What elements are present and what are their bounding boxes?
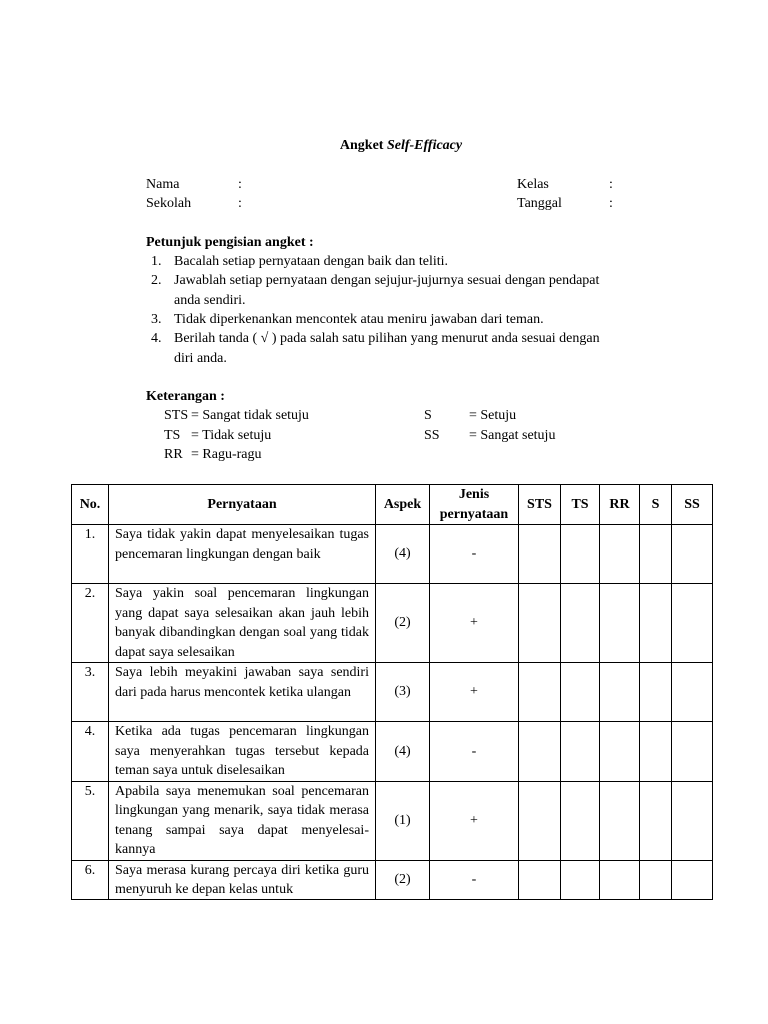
header-jenis <box>430 485 519 525</box>
instruction-text: Tidak diperkenankan mencontek atau meniru jawaban dari teman. <box>174 312 544 327</box>
answer-cell-s[interactable] <box>640 722 672 782</box>
sekolah-colon: : <box>238 196 242 211</box>
answer-cell-ts[interactable] <box>561 722 600 782</box>
row-aspek: (4) <box>376 525 430 584</box>
header-ss: SS <box>672 485 713 525</box>
header-pernyataan: Pernyataan <box>109 485 376 525</box>
answer-cell-sts[interactable] <box>519 584 561 663</box>
instruction-text: anda sendiri. <box>174 293 246 308</box>
answer-cell-s[interactable] <box>640 663 672 722</box>
sekolah-label: Sekolah <box>146 196 192 211</box>
row-statement: Saya tidak yakin dapat menyelesaikan tugas pencemaran lingkungan dengan baik <box>109 525 376 584</box>
table-row <box>72 663 713 722</box>
answer-cell-s[interactable] <box>640 781 672 860</box>
answer-cell-ts[interactable] <box>561 860 600 899</box>
header-rr: RR <box>600 485 640 525</box>
row-statement: Saya lebih meyakini jawaban saya sendiri dari pada harus mencontek ketika ulangan <box>109 663 376 722</box>
header-s: S <box>640 485 672 525</box>
answer-cell-ss[interactable] <box>672 525 713 584</box>
legend-code: S <box>424 408 432 423</box>
row-number: 3. <box>72 663 109 722</box>
legend-code: STS <box>164 408 189 423</box>
answer-cell-s[interactable] <box>640 860 672 899</box>
answer-cell-ts[interactable] <box>561 584 600 663</box>
header-sts: STS <box>519 485 561 525</box>
header-no: No. <box>72 485 109 525</box>
row-number: 1. <box>72 525 109 584</box>
legend-desc: = Ragu-ragu <box>191 447 262 462</box>
header-jenis-line2: pernyataan <box>439 506 509 522</box>
instruction-number: 3. <box>151 312 162 327</box>
header-jenis-line1: Jenis <box>458 487 490 502</box>
table-row <box>72 584 713 663</box>
row-number: 5. <box>72 781 109 860</box>
row-number: 2. <box>72 584 109 663</box>
answer-cell-sts[interactable] <box>519 525 561 584</box>
title-prefix: Angket <box>339 138 387 153</box>
row-aspek: (2) <box>376 584 430 663</box>
row-jenis: - <box>430 722 519 782</box>
kelas-label: Kelas <box>517 177 549 192</box>
kelas-colon: : <box>609 177 613 192</box>
table-row <box>72 722 713 782</box>
title-italic: Self-Efficacy <box>386 138 463 153</box>
instruction-number: 4. <box>151 331 162 346</box>
row-jenis: + <box>430 584 519 663</box>
answer-cell-sts[interactable] <box>519 860 561 899</box>
answer-cell-ss[interactable] <box>672 584 713 663</box>
answer-cell-ss[interactable] <box>672 663 713 722</box>
legend-heading: Keterangan : <box>146 389 225 404</box>
answer-cell-ts[interactable] <box>561 781 600 860</box>
legend-desc: = Setuju <box>469 408 517 423</box>
header-aspek: Aspek <box>376 485 430 525</box>
legend-desc: = Tidak setuju <box>191 428 272 443</box>
legend-code: RR <box>164 447 183 462</box>
legend-code: TS <box>164 428 181 443</box>
answer-cell-ss[interactable] <box>672 722 713 782</box>
row-statement: Saya yakin soal pencemaran lingkungan yang dapat saya selesaikan akan jauh lebih banyak dibandingkan dengan soal yang tidak dapat saya selesaikan <box>109 584 376 663</box>
row-number: 4. <box>72 722 109 782</box>
questionnaire-table <box>71 484 713 900</box>
answer-cell-sts[interactable] <box>519 663 561 722</box>
instruction-text: Berilah tanda ( √ ) pada salah satu pilihan yang menurut anda sesuai dengan <box>174 331 600 346</box>
answer-cell-rr[interactable] <box>600 584 640 663</box>
row-statement: Apabila saya menemukan soal pencemaran lingkungan yang menarik, saya tidak merasa tenang sampai saya dapat menyelesai-kannya <box>109 781 376 860</box>
legend-desc: = Sangat tidak setuju <box>191 408 309 423</box>
row-statement: Ketika ada tugas pencemaran lingkungan saya menyerahkan tugas tersebut kepada teman saya untuk diselesaikan <box>109 722 376 782</box>
row-jenis: - <box>430 525 519 584</box>
table-row <box>72 860 713 899</box>
answer-cell-sts[interactable] <box>519 722 561 782</box>
tanggal-colon: : <box>609 196 613 211</box>
answer-cell-rr[interactable] <box>600 525 640 584</box>
table-header-row <box>72 485 713 525</box>
row-aspek: (2) <box>376 860 430 899</box>
row-jenis: + <box>430 781 519 860</box>
instruction-text: Bacalah setiap pernyataan dengan baik dan teliti. <box>174 254 449 269</box>
legend-code: SS <box>424 428 440 443</box>
instruction-number: 1. <box>151 254 162 269</box>
answer-cell-s[interactable] <box>640 584 672 663</box>
answer-cell-ss[interactable] <box>672 860 713 899</box>
tanggal-label: Tanggal <box>517 196 562 211</box>
row-jenis: + <box>430 663 519 722</box>
row-aspek: (1) <box>376 781 430 860</box>
row-aspek: (4) <box>376 722 430 782</box>
nama-colon: : <box>238 177 242 192</box>
answer-cell-ts[interactable] <box>561 663 600 722</box>
answer-cell-s[interactable] <box>640 525 672 584</box>
instruction-text: diri anda. <box>174 351 227 366</box>
table-row <box>72 781 713 860</box>
instructions-heading: Petunjuk pengisian angket : <box>146 235 314 250</box>
answer-cell-rr[interactable] <box>600 860 640 899</box>
header-ts: TS <box>561 485 600 525</box>
table-row <box>72 525 713 584</box>
answer-cell-ts[interactable] <box>561 525 600 584</box>
answer-cell-rr[interactable] <box>600 781 640 860</box>
legend-desc: = Sangat setuju <box>469 428 556 443</box>
page-title <box>0 137 768 155</box>
row-statement-text: Saya merasa kurang percaya diri ketika guru menyuruh ke depan kelas untuk <box>115 862 369 897</box>
answer-cell-sts[interactable] <box>519 781 561 860</box>
row-aspek: (3) <box>376 663 430 722</box>
row-statement <box>109 860 376 899</box>
answer-cell-rr[interactable] <box>600 663 640 722</box>
answer-cell-rr[interactable] <box>600 722 640 782</box>
row-jenis: - <box>430 860 519 899</box>
instruction-number: 2. <box>151 273 162 288</box>
nama-label: Nama <box>146 177 180 192</box>
instruction-text: Jawablah setiap pernyataan dengan sejujur-jujurnya sesuai dengan pendapat <box>174 273 600 288</box>
answer-cell-ss[interactable] <box>672 781 713 860</box>
row-number: 6. <box>72 860 109 899</box>
